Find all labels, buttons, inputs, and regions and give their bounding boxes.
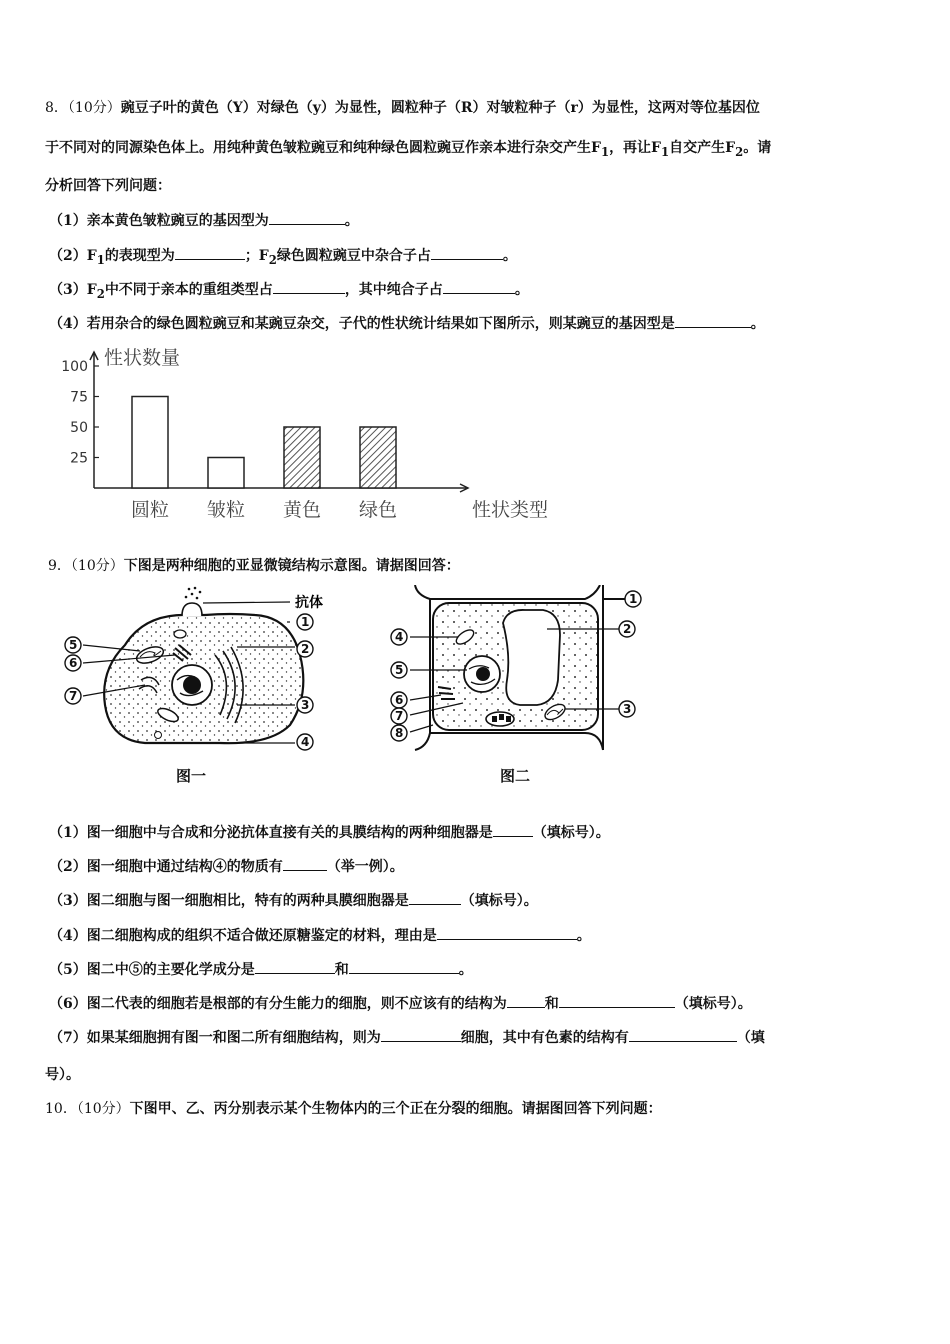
q8-line-2: 于不同对的同源染色体上。用纯种黄色皱粒豌豆和纯种绿色圆粒豌豆作亲本进行杂交产生$F_1$，再让$F_1$自交产生$F_2$。请 (45, 140, 772, 159)
x-category-label: 黄色 (282, 499, 322, 521)
q9-sub2-blank[interactable] (283, 856, 327, 871)
svg-text:8: 8 (395, 726, 404, 740)
svg-text:6: 6 (69, 656, 78, 670)
q8-sub1-blank[interactable] (269, 210, 345, 225)
y-tick-label: 75 (70, 389, 88, 406)
bar-1 (132, 397, 168, 489)
q8-sub3-end: 。 (514, 282, 529, 298)
q8-sub3-b: 中不同于亲本的重组类型占 (104, 282, 273, 298)
fig2-label-2 (619, 621, 635, 637)
q9-sub5-end: 。 (458, 962, 473, 978)
y-tick-label: 100 (61, 359, 88, 375)
q9-sub5 (49, 959, 909, 980)
svg-text:7: 7 (395, 709, 404, 723)
q9-sub5-text: （5）图二中⑤的主要化学成分是 (49, 962, 255, 978)
q9-sub7-blank-1[interactable] (381, 1027, 461, 1042)
svg-text:7: 7 (69, 689, 78, 703)
q10-text-1: 下图甲、乙、丙分别表示某个生物体内的三个正在分裂的细胞。请据图回答下列问题： (129, 1101, 662, 1117)
q9-sub7-end: （填 (736, 1030, 765, 1046)
x-category-label: 圆粒 (130, 499, 170, 521)
bar-3 (284, 427, 320, 488)
svg-text:3: 3 (301, 698, 310, 712)
q9-sub3 (49, 890, 909, 911)
q8-sub2-b: 的表现型为 (104, 248, 175, 264)
q8-sub4-end: 。 (750, 316, 765, 332)
q8-sub3-blank-1[interactable] (273, 279, 345, 294)
q9-sub2-end: （举一例）。 (326, 859, 404, 875)
x-category-label: 皱粒 (206, 499, 246, 521)
bar-2 (208, 458, 244, 489)
fig1-label-2 (297, 641, 313, 657)
fig1-label-7 (65, 688, 81, 704)
svg-text:5: 5 (69, 638, 78, 652)
q9-sub4-end: 。 (576, 928, 591, 944)
figure-1-caption: 图一 (176, 767, 207, 785)
figure-2-caption: 图二 (500, 767, 531, 785)
svg-text:5: 5 (395, 663, 404, 677)
fig1-label-6 (65, 655, 81, 671)
y-tick-label: 50 (70, 420, 88, 436)
q9-number: 9．（10分） (48, 558, 124, 574)
q8-text-3: 分析回答下列问题： (45, 178, 171, 194)
q8-sub2-end: 。 (502, 248, 517, 264)
fig2-label-1 (625, 591, 641, 607)
svg-text:1: 1 (629, 592, 638, 606)
q9-line-1 (48, 556, 908, 576)
q8-sub3-blank-2[interactable] (443, 279, 515, 294)
q9-sub7-blank-2[interactable] (629, 1027, 737, 1042)
q9-sub6-blank-1[interactable] (507, 993, 545, 1008)
figure-1-animal-cell (65, 587, 323, 750)
q9-sub1 (49, 822, 909, 843)
q8-text-2d: 。请 (743, 140, 772, 156)
fig1-label-1 (297, 614, 313, 630)
q9-sub7 (49, 1027, 909, 1048)
svg-text:1: 1 (301, 615, 310, 629)
q9-sub3-blank[interactable] (409, 890, 461, 905)
fig2-label-7 (391, 708, 407, 724)
q8-sub3: $(3)F_2$中不同于亲本的重组类型占 ，其中纯合子占 。 (49, 279, 909, 304)
y-axis-title: 性状数量 (104, 347, 181, 369)
svg-text:2: 2 (301, 642, 310, 656)
q8-sub2-d: 绿色圆粒豌豆中杂合子占 (276, 248, 431, 264)
q9-text-1: 下图是两种细胞的亚显微镜结构示意图。请据图回答： (123, 558, 460, 574)
q9-sub6-and: 和 (544, 996, 559, 1012)
q8-text-2b: ，再让F (609, 140, 662, 156)
q8-sub1 (49, 210, 909, 231)
q8-sub4-text: （4）若用杂合的绿色圆粒豌豆和某豌豆杂交，子代的性状统计结果如下图所示，则某豌豆的基因型是 (49, 316, 675, 332)
fig2-label-5 (391, 662, 407, 678)
x-category-label: 绿色 (358, 499, 398, 521)
q8-text-1: 豌豆子叶的黄色（Y）对绿色（y）为显性，圆粒种子（R）对皱粒种子（r）为显性，这两对等位基因位 (120, 100, 760, 116)
q9-sub1-end: （填标号）。 (532, 825, 610, 841)
q8-sub3-c: ，其中纯合子占 (344, 282, 443, 298)
q9-sub4 (49, 925, 909, 946)
antibody-label: 抗体 (295, 595, 323, 611)
fig2-label-4 (391, 629, 407, 645)
q9-sub4-blank[interactable] (437, 925, 577, 940)
q9-sub4-text: （4）图二细胞构成的组织不适合做还原糖鉴定的材料，理由是 (49, 928, 437, 944)
fig1-label-4 (297, 734, 313, 750)
fig2-label-6 (391, 692, 407, 708)
q8-text-2a: 于不同对的同源染色体上。用纯种黄色皱粒豌豆和纯种绿色圆粒豌豆作亲本进行杂交产生F (45, 140, 601, 156)
q9-sub5-and: 和 (334, 962, 349, 978)
q9-sub6-blank-2[interactable] (559, 993, 675, 1008)
q8-sub1-text: （1）亲本黄色皱粒豌豆的基因型为 (49, 213, 269, 229)
fig2-label-3 (619, 701, 635, 717)
q8-number: 8．（10分） (45, 100, 121, 116)
q9-sub6 (49, 993, 909, 1014)
q9-sub3-text: （3）图二细胞与图一细胞相比，特有的两种具膜细胞器是 (49, 893, 409, 909)
svg-text:4: 4 (301, 735, 310, 749)
cell-diagrams (55, 585, 655, 785)
q9-sub2-text: （2）图一细胞中通过结构④的物质有 (49, 859, 283, 875)
q10-number: 10．（10分） (45, 1101, 130, 1117)
fig1-label-5 (65, 637, 81, 653)
q9-sub6-end: （填标号）。 (674, 996, 752, 1012)
q9-sub1-blank[interactable] (493, 822, 533, 837)
figure-2-plant-cell (391, 585, 641, 750)
chart-bars (132, 397, 396, 489)
q8-sub2-blank-1[interactable] (175, 245, 245, 260)
q9-sub1-text: （1）图一细胞中与合成和分泌抗体直接有关的具膜结构的两种细胞器是 (49, 825, 493, 841)
trait-bar-chart (48, 340, 548, 530)
q8-sub2: $(2)F_1$的表现型为 ；$F_2$绿色圆粒豌豆中杂合子占 。 (49, 245, 909, 270)
q9-sub3-end: （填标号）。 (460, 893, 538, 909)
q9-sub5-blank-2[interactable] (349, 959, 459, 974)
q8-sub2-blank-2[interactable] (431, 245, 503, 260)
q8-sub4 (49, 313, 909, 334)
q9-sub7-continuation: 号）。 (45, 1067, 80, 1083)
q8-sub2-a: （2）F (49, 248, 97, 264)
q8-line-1 (45, 98, 905, 118)
x-axis-title: 性状类型 (472, 499, 548, 521)
q9-sub7-middle: 细胞，其中有色素的结构有 (460, 1030, 629, 1046)
svg-text:2: 2 (623, 622, 632, 636)
q9-sub5-blank-1[interactable] (255, 959, 335, 974)
fig2-label-8 (391, 725, 407, 741)
q8-sub1-end: 。 (344, 213, 359, 229)
svg-text:3: 3 (623, 702, 632, 716)
q8-sub4-blank[interactable] (675, 313, 751, 328)
q8-sub3-a: （3）F (49, 282, 97, 298)
svg-text:4: 4 (395, 630, 404, 644)
fig1-label-3 (297, 697, 313, 713)
q9-sub6-text: （6）图二代表的细胞若是根部的有分生能力的细胞，则不应该有的结构为 (49, 996, 507, 1012)
q8-line-3 (45, 176, 905, 196)
svg-text:6: 6 (395, 693, 404, 707)
q10-line-1 (45, 1099, 905, 1119)
q8-sub2-c: ；F (244, 248, 269, 264)
y-tick-label: 25 (70, 450, 88, 467)
q9-sub7-cont (45, 1065, 905, 1085)
q8-text-2c: 自交产生F (669, 140, 736, 156)
bar-4 (360, 427, 396, 488)
q9-sub7-text: （7）如果某细胞拥有图一和图二所有细胞结构，则为 (49, 1030, 381, 1046)
q9-sub2 (49, 856, 909, 877)
